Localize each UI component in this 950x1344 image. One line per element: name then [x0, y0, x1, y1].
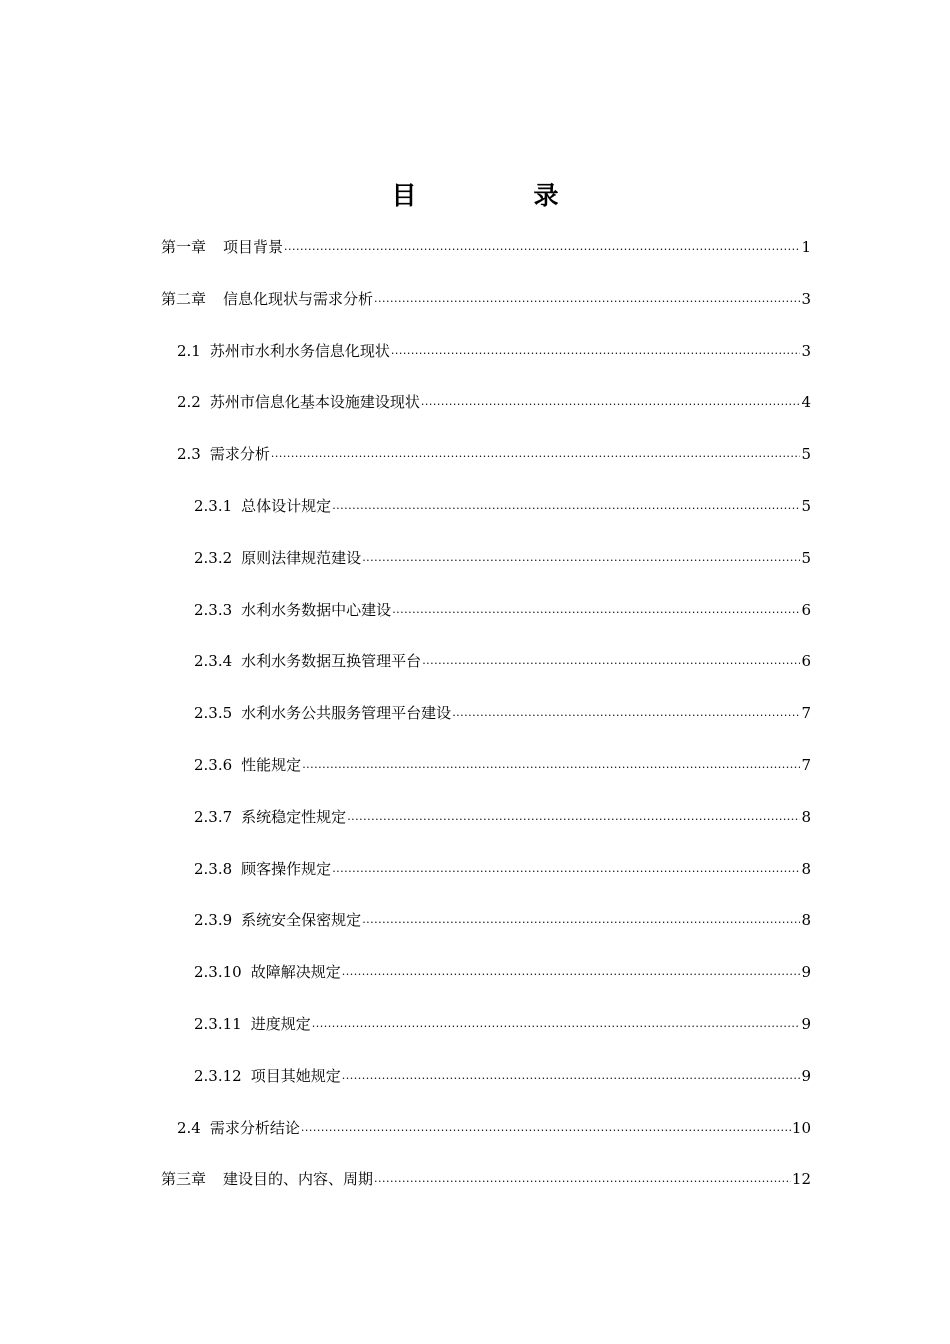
toc-entry[interactable]: [161, 599, 811, 651]
toc-entry-page: 3: [801, 341, 811, 360]
toc-dot-leader: [374, 1168, 791, 1186]
toc-entry-title: 建设目的、内容、周期: [223, 1170, 374, 1189]
toc-entry-page: 8: [801, 859, 811, 878]
toc-entry-page: 1: [801, 238, 811, 256]
toc-entry-page: 8: [801, 807, 811, 826]
toc-entry-page: 6: [801, 652, 811, 671]
toc-entry-number: 2.1: [177, 341, 201, 360]
toc-entry-title: 总体设计规定: [241, 496, 332, 515]
toc-entry-number: 2.3.4: [194, 652, 233, 671]
toc-dot-leader: [301, 1117, 791, 1135]
toc-entry-title: 水利水务数据互换管理平台: [241, 652, 422, 671]
toc-entry-title: 系统安全保密规定: [241, 911, 362, 930]
toc-entry[interactable]: [161, 443, 811, 495]
toc-entry-number: 2.4: [177, 1118, 201, 1137]
toc-entry-number: 第三章: [161, 1170, 207, 1189]
toc-dot-leader: [342, 1065, 801, 1083]
toc-entry[interactable]: [161, 236, 811, 288]
toc-entry-number: 2.3.8: [194, 859, 233, 878]
toc-dot-leader: [284, 236, 800, 254]
toc-entry-number: 2.3.1: [194, 496, 233, 515]
toc-entry-title: 水利水务数据中心建设: [241, 600, 392, 619]
toc-dot-leader: [342, 961, 801, 979]
toc-dot-leader: [312, 1013, 801, 1031]
toc-entry-page: 12: [791, 1170, 811, 1189]
toc-entry[interactable]: [161, 340, 811, 392]
toc-entry[interactable]: [161, 547, 811, 599]
toc-entry-page: 3: [801, 289, 811, 308]
toc-entry[interactable]: [161, 391, 811, 443]
toc-entry-number: 2.2: [177, 393, 201, 412]
toc-entry-number: 2.3.7: [194, 807, 233, 826]
toc-entry[interactable]: [161, 961, 811, 1013]
toc-dot-leader: [452, 702, 800, 720]
toc-entry[interactable]: [161, 858, 811, 910]
toc-entry[interactable]: [161, 1117, 811, 1169]
toc-entry-page: 10: [791, 1118, 811, 1137]
toc-dot-leader: [391, 340, 801, 358]
toc-entry-number: 2.3.10: [194, 963, 242, 982]
toc-entry[interactable]: [161, 1168, 811, 1220]
toc-entry-title: 苏州市水利水务信息化现状: [209, 341, 390, 360]
toc-entry[interactable]: [161, 702, 811, 754]
toc-entry[interactable]: [161, 1013, 811, 1065]
toc-entry-number: 第一章: [161, 238, 207, 256]
toc-dot-leader: [422, 650, 800, 668]
toc-dot-leader: [347, 806, 800, 824]
toc-entry-page: 7: [801, 704, 811, 723]
toc-entry-page: 5: [801, 496, 811, 515]
toc-dot-leader: [362, 909, 800, 927]
toc-entry-number: 第二章: [161, 289, 207, 308]
toc-entry[interactable]: [161, 909, 811, 961]
toc-entry[interactable]: [161, 806, 811, 858]
toc-entry-title: 项目其她规定: [250, 1066, 341, 1085]
toc-entry-number: 2.3.9: [194, 911, 233, 930]
toc-entry[interactable]: [161, 288, 811, 340]
toc-entry-page: 4: [801, 393, 811, 412]
toc-dot-leader: [392, 599, 800, 617]
toc-entry-title: 故障解决规定: [250, 963, 341, 982]
toc-entry-page: 6: [801, 600, 811, 619]
toc-title: 目 录: [391, 181, 605, 210]
toc-entry[interactable]: [161, 754, 811, 806]
toc-entry-page: 7: [801, 755, 811, 774]
toc-dot-leader: [302, 754, 800, 772]
toc-entry-title: 需求分析结论: [209, 1118, 300, 1137]
toc-dot-leader: [332, 858, 800, 876]
toc-entry-title: 苏州市信息化基本设施建设现状: [209, 393, 420, 412]
toc-entry-title: 信息化现状与需求分析: [223, 289, 374, 308]
toc-dot-leader: [271, 443, 801, 461]
toc-entry-title: 水利水务公共服务管理平台建设: [241, 704, 452, 723]
toc-entry[interactable]: [161, 495, 811, 547]
toc-entry[interactable]: [161, 1065, 811, 1117]
toc-entry-number: 2.3: [177, 445, 201, 464]
toc-dot-leader: [332, 495, 800, 513]
toc-entry-title: 进度规定: [250, 1014, 311, 1033]
toc-list: [161, 236, 811, 1220]
toc-entry-title: 顾客操作规定: [241, 859, 332, 878]
toc-entry-page: 9: [801, 963, 811, 982]
toc-entry-title: 项目背景: [223, 238, 284, 256]
toc-entry-page: 9: [801, 1066, 811, 1085]
toc-dot-leader: [362, 547, 800, 565]
toc-dot-leader: [421, 391, 801, 409]
toc-entry-page: 8: [801, 911, 811, 930]
toc-entry-number: 2.3.12: [194, 1066, 242, 1085]
toc-entry-title: 性能规定: [241, 755, 302, 774]
toc-entry-number: 2.3.5: [194, 704, 233, 723]
toc-entry-number: 2.3.11: [194, 1014, 242, 1033]
toc-entry-title: 系统稳定性规定: [241, 807, 347, 826]
toc-entry[interactable]: [161, 650, 811, 702]
toc-entry-title: 原则法律规范建设: [241, 548, 362, 567]
toc-entry-page: 5: [801, 445, 811, 464]
toc-entry-title: 需求分析: [209, 445, 270, 464]
toc-dot-leader: [374, 288, 800, 306]
toc-entry-number: 2.3.2: [194, 548, 233, 567]
toc-entry-number: 2.3.6: [194, 755, 233, 774]
toc-entry-number: 2.3.3: [194, 600, 233, 619]
toc-entry-page: 5: [801, 548, 811, 567]
toc-entry-page: 9: [801, 1014, 811, 1033]
